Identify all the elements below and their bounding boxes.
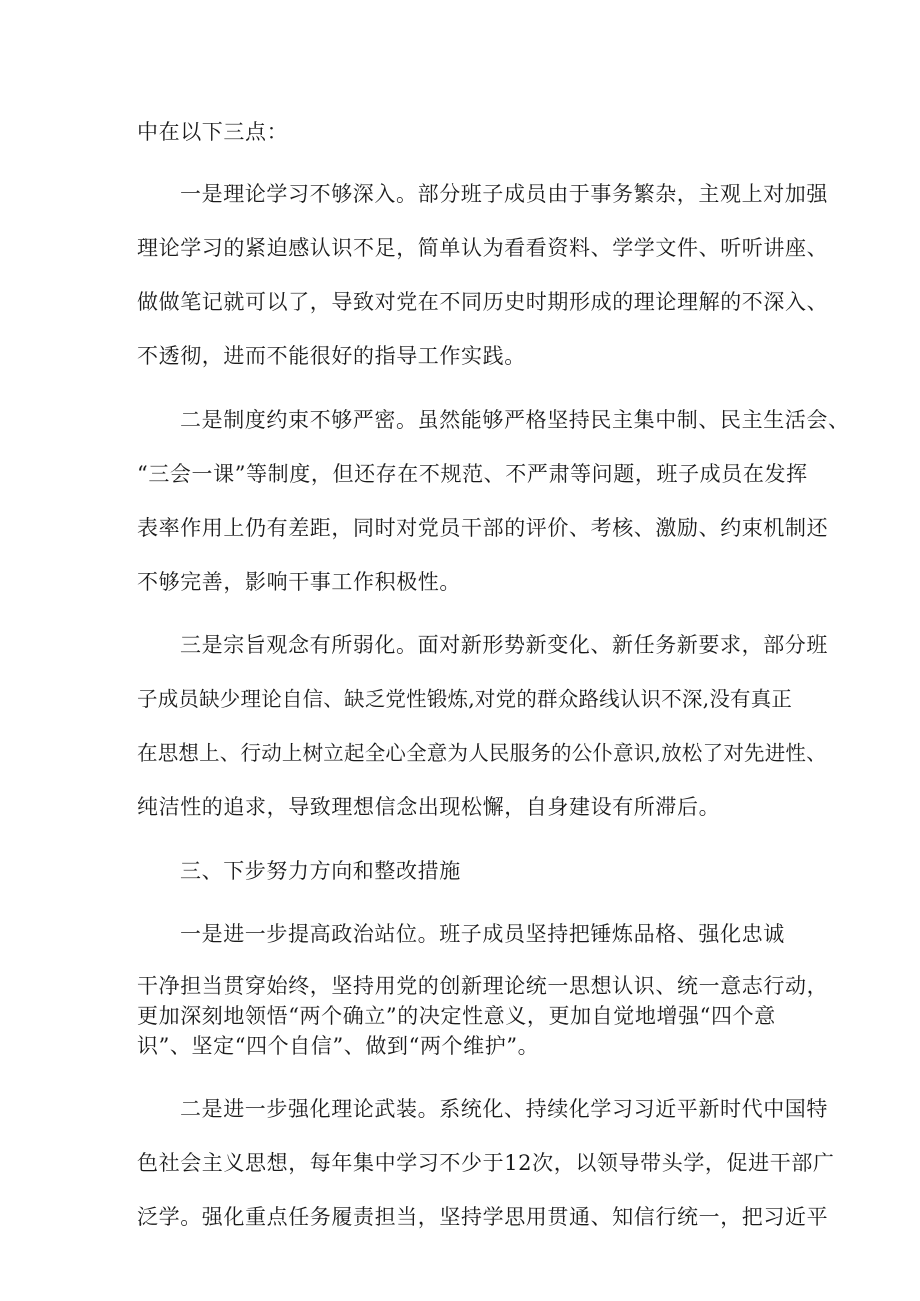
para-4-line-3: 更加深刻地领悟“两个确立”的决定性意义，更加自觉地增强“四个意 bbox=[137, 1004, 776, 1028]
para-1-line-4: 不透彻，进而不能很好的指导工作实践。 bbox=[137, 344, 526, 368]
para-4-line-2: 干净担当贯穿始终，坚持用党的创新理论统一思想认识、统一意志行动， bbox=[137, 974, 829, 998]
para-3-line-4: 纯洁性的追求，导致理想信念出现松懈，自身建设有所滞后。 bbox=[137, 795, 721, 819]
para-2-line-3: 表率作用上仍有差距，同时对党员干部的评价、考核、激励、约束机制还 bbox=[137, 516, 829, 540]
para-2-line-4: 不够完善，影响干事工作积极性。 bbox=[137, 570, 461, 594]
intro-line: 中在以下三点： bbox=[137, 120, 289, 144]
para-5-line-3: 泛学。强化重点任务履责担当，坚持学思用贯通、知信行统一，把习近平 bbox=[137, 1205, 829, 1229]
para-2-line-1: 二是制度约束不够严密。虽然能够严格坚持民主集中制、民主生活会、 bbox=[180, 408, 850, 432]
para-2-line-2: “三会一课”等制度，但还存在不规范、不严肃等问题，班子成员在发挥 bbox=[137, 462, 808, 486]
para-5-line-1: 二是进一步强化理论武装。系统化、持续化学习习近平新时代中国特 bbox=[180, 1097, 828, 1121]
para-3-line-2: 子成员缺少理论自信、缺乏党性锻炼,对党的群众路线认识不深,没有真正 bbox=[137, 687, 793, 711]
section-heading: 三、下步努力方向和整改措施 bbox=[180, 859, 461, 883]
para-3-line-3: 在思想上、行动上树立起全心全意为人民服务的公仆意识,放松了对先进性、 bbox=[137, 741, 827, 765]
para-1-line-3: 做做笔记就可以了，导致对党在不同历史时期形成的理论理解的不深入、 bbox=[137, 290, 829, 314]
para-4-line-1: 一是进一步提高政治站位。班子成员坚持把锤炼品格、强化忠诚 bbox=[180, 922, 785, 946]
para-4-line-4: 识”、坚定“四个自信”、做到“两个维护”。 bbox=[137, 1034, 540, 1058]
para-1-line-1: 一是理论学习不够深入。部分班子成员由于事务繁杂，主观上对加强 bbox=[180, 182, 828, 206]
para-1-line-2: 理论学习的紧迫感认识不足，简单认为看看资料、学学文件、听听讲座、 bbox=[137, 236, 829, 260]
para-5-line-2: 色社会主义思想，每年集中学习不少于12次，以领导带头学，促进干部广 bbox=[137, 1151, 835, 1175]
para-3-line-1: 三是宗旨观念有所弱化。面对新形势新变化、新任务新要求，部分班 bbox=[180, 633, 828, 657]
